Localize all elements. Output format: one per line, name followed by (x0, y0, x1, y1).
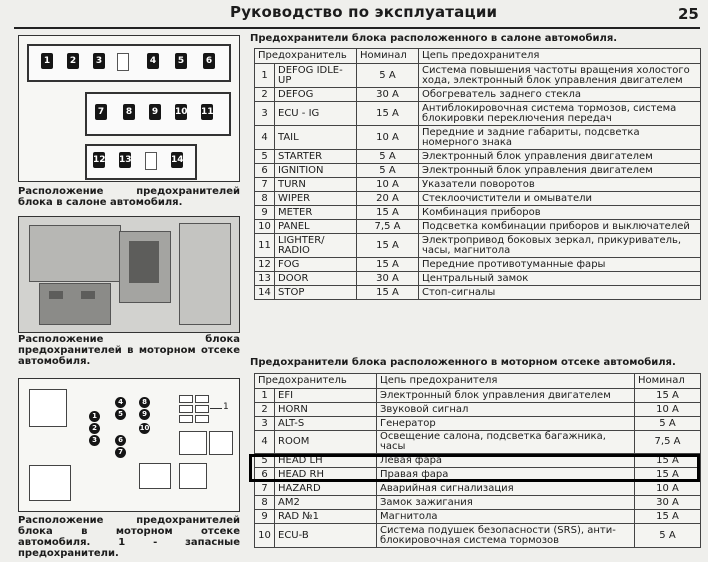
fuse-circuit: Генератор (377, 417, 635, 431)
fuse-code: AM2 (275, 496, 377, 510)
fuse-code: STARTER (275, 150, 357, 164)
table-row (255, 431, 701, 454)
fuse-circuit: Подсветка комбинации приборов и выключателей (419, 220, 701, 234)
fuse-index: 14 (255, 286, 275, 300)
column-header: Номинал (635, 374, 701, 389)
fuse-index: 1 (255, 389, 275, 403)
table-row (255, 510, 701, 524)
fuse-index: 7 (255, 482, 275, 496)
fuse-code: TAIL (275, 126, 357, 150)
fuse-index: 9 (255, 510, 275, 524)
fuse-code: PANEL (275, 220, 357, 234)
table-row (255, 389, 701, 403)
fuse-rating: 5 A (357, 164, 419, 178)
table-row (255, 164, 701, 178)
fuse-index: 6 (255, 468, 275, 482)
fuse-circuit: Правая фара (377, 468, 635, 482)
fuse-rating: 15 A (357, 258, 419, 272)
relay-box (139, 463, 171, 489)
fuse-circuit: Электронный блок управления двигателем (419, 164, 701, 178)
fuse-rating: 30 A (635, 496, 701, 510)
engine-figure-caption: Расположение блока предохранителей в моторном отсеке автомобиля. (18, 334, 240, 367)
fuse-circuit: Замок зажигания (377, 496, 635, 510)
column-header: Предохранитель (255, 374, 377, 389)
fuse-index: 3 (255, 102, 275, 126)
fuse-rating: 10 A (635, 482, 701, 496)
fuse-index: 1 (255, 64, 275, 88)
fuse-index: 7 (255, 178, 275, 192)
table-row (255, 234, 701, 258)
fuse-rating: 15 A (357, 286, 419, 300)
fuse-rating: 10 A (635, 403, 701, 417)
engine-bay-illustration (18, 216, 240, 333)
fuse-circuit: Антиблокировочная система тормозов, система блокировки переключения передач (419, 102, 701, 126)
fuse-rating: 15 A (357, 234, 419, 258)
fuse-code: ECU-B (275, 524, 377, 548)
spare-fuse (179, 415, 193, 423)
fuse-circuit: Передние противотуманные фары (419, 258, 701, 272)
fuse-code: DEFOG (275, 88, 357, 102)
fuse-index: 2 (255, 403, 275, 417)
fuse-circuit: Левая фара (377, 454, 635, 468)
fuse-marker: 10 (175, 104, 187, 120)
fuse-marker: 12 (93, 152, 105, 168)
fuse-code: ALT-S (275, 417, 377, 431)
fuse-marker: 3 (93, 53, 105, 69)
fuse-circuit: Комбинация приборов (419, 206, 701, 220)
fuse-index: 4 (255, 431, 275, 454)
fuse-circuit: Обогреватель заднего стекла (419, 88, 701, 102)
engine-fuse-table (254, 373, 701, 548)
cabin-figure-caption: Расположение предохранителей блока в салоне автомобиля. (18, 186, 240, 208)
fuse-rating: 10 A (357, 178, 419, 192)
fuse-code: STOP (275, 286, 357, 300)
cabin-fuse-diagram (18, 35, 240, 182)
fuse-index: 8 (255, 496, 275, 510)
header-divider (14, 27, 700, 29)
cabin-table-title: Предохранители блока расположенного в салоне автомобиля. (250, 33, 618, 44)
fuse-circuit: Система повышения частоты вращения холостого хода, электронный блок управления двигателем (419, 64, 701, 88)
spare-fuse-label: 1 (223, 402, 229, 412)
fuse-rating: 5 A (357, 150, 419, 164)
fuse-circuit: Освещение салона, подсветка багажника, часы (377, 431, 635, 454)
table-row (255, 88, 701, 102)
fuse-code: TURN (275, 178, 357, 192)
fuse-circuit: Звуковой сигнал (377, 403, 635, 417)
table-row (255, 468, 701, 482)
engine-cover (29, 225, 121, 282)
relay-box (29, 389, 67, 427)
column-header: Предохранитель (255, 49, 357, 64)
fuse-index: 6 (255, 164, 275, 178)
fuse-rating: 30 A (357, 88, 419, 102)
fuse-code: WIPER (275, 192, 357, 206)
relay-box (209, 431, 233, 455)
spare-fuse (179, 405, 193, 413)
relay-box (179, 463, 207, 489)
engine-block-caption: Расположение предохранителей блока в моторном отсеке автомобиля. 1 - запасные предохранители. (18, 515, 240, 559)
table-row (255, 150, 701, 164)
fuse-rating: 20 A (357, 192, 419, 206)
fuse-index: 5 (255, 454, 275, 468)
fuse-marker: 3 (89, 435, 100, 446)
table-header-row (255, 374, 701, 389)
spare-fuse (195, 395, 209, 403)
fuse-marker: 10 (139, 424, 150, 432)
fuse-marker: 8 (123, 104, 135, 120)
fuse-circuit: Магнитола (377, 510, 635, 524)
fuse-marker: 9 (149, 104, 161, 120)
fuse-rating: 5 A (635, 417, 701, 431)
fuse-index: 11 (255, 234, 275, 258)
fuse-code: IGNITION (275, 164, 357, 178)
table-row (255, 496, 701, 510)
spare-fuse (179, 395, 193, 403)
fuse-marker: 4 (147, 53, 159, 69)
table-row (255, 482, 701, 496)
fuse-row-top (27, 44, 231, 82)
fuse-code: ECU - IG (275, 102, 357, 126)
engine-table-title: Предохранители блока расположенного в моторном отсеке автомобиля. (250, 357, 676, 368)
fuse-rating: 5 A (635, 524, 701, 548)
cabin-fuse-table (254, 48, 701, 300)
fuse-rating: 10 A (357, 126, 419, 150)
fuse-rating: 30 A (357, 272, 419, 286)
page-number: 25 (678, 5, 699, 23)
page-title: Руководство по эксплуатации (230, 3, 498, 21)
table-row (255, 178, 701, 192)
table-row (255, 220, 701, 234)
table-row (255, 286, 701, 300)
spare-fuse (195, 415, 209, 423)
fuse-index: 2 (255, 88, 275, 102)
fuse-circuit: Электронный блок управления двигателем (377, 389, 635, 403)
relay-box (179, 431, 207, 455)
fuse-marker: 8 (139, 397, 150, 408)
fuse-marker: 14 (171, 152, 183, 168)
fuse-code: RAD №1 (275, 510, 377, 524)
fuse-code: HEAD RH (275, 468, 377, 482)
engine-fuse-diagram (18, 378, 240, 512)
fuse-marker: 6 (203, 53, 215, 69)
battery (39, 283, 111, 325)
fuse-marker: 5 (115, 409, 126, 420)
leader-line (210, 408, 222, 409)
fuse-index: 10 (255, 220, 275, 234)
fuse-circuit: Аварийная сигнализация (377, 482, 635, 496)
terminal (49, 291, 63, 299)
fuse-rating: 15 A (635, 468, 701, 482)
table-row (255, 417, 701, 431)
fuse-marker: 13 (119, 152, 131, 168)
fuse-circuit: Стоп-сигналы (419, 286, 701, 300)
empty-slot (145, 152, 157, 170)
fuse-index: 13 (255, 272, 275, 286)
fuse-index: 9 (255, 206, 275, 220)
fuse-marker: 2 (67, 53, 79, 69)
fuse-index: 10 (255, 524, 275, 548)
table-row (255, 102, 701, 126)
table-row (255, 192, 701, 206)
fuse-marker: 7 (95, 104, 107, 120)
table-row (255, 403, 701, 417)
fuse-circuit: Электропривод боковых зеркал, прикуриватель, часы, магнитола (419, 234, 701, 258)
fuse-index: 5 (255, 150, 275, 164)
fuse-marker: 5 (175, 53, 187, 69)
table-row (255, 258, 701, 272)
strut-tower (179, 223, 231, 325)
table-row (255, 206, 701, 220)
table-row (255, 126, 701, 150)
column-header: Цепь предохранителя (419, 49, 701, 64)
column-header: Цепь предохранителя (377, 374, 635, 389)
fuse-index: 12 (255, 258, 275, 272)
fuse-marker: 2 (89, 423, 100, 434)
fuse-code: HAZARD (275, 482, 377, 496)
table-row (255, 272, 701, 286)
fuse-marker: 11 (201, 104, 213, 120)
fuse-circuit: Стеклоочистители и омыватели (419, 192, 701, 206)
empty-slot (117, 53, 129, 71)
fuse-code: DOOR (275, 272, 357, 286)
fuse-marker: 6 (115, 435, 126, 446)
fuse-code: LIGHTER/ RADIO (275, 234, 357, 258)
table-row (255, 64, 701, 88)
fuse-code: ROOM (275, 431, 377, 454)
fuse-marker: 1 (41, 53, 53, 69)
fuse-index: 3 (255, 417, 275, 431)
fuse-index: 4 (255, 126, 275, 150)
fuse-circuit: Передние и задние габариты, подсветка номерного знака (419, 126, 701, 150)
fuse-circuit: Центральный замок (419, 272, 701, 286)
fuse-code: HEAD LH (275, 454, 377, 468)
table-row (255, 524, 701, 548)
fuse-rating: 15 A (635, 454, 701, 468)
table-row (255, 454, 701, 468)
fuse-rating: 7,5 A (357, 220, 419, 234)
fuse-code: METER (275, 206, 357, 220)
fuse-index: 8 (255, 192, 275, 206)
fuse-marker: 7 (115, 447, 126, 458)
fuse-code: EFI (275, 389, 377, 403)
fuse-marker: 4 (115, 397, 126, 408)
fuse-rating: 15 A (635, 389, 701, 403)
fuse-code: DEFOG IDLE-UP (275, 64, 357, 88)
column-header: Номинал (357, 49, 419, 64)
fuse-code: HORN (275, 403, 377, 417)
table-header-row (255, 49, 701, 64)
fuse-rating: 5 A (357, 64, 419, 88)
terminal (81, 291, 95, 299)
fuse-marker: 1 (89, 411, 100, 422)
fuse-circuit: Электронный блок управления двигателем (419, 150, 701, 164)
fuse-rating: 7,5 A (635, 431, 701, 454)
fuse-box-lid (129, 241, 159, 283)
relay-box (29, 465, 71, 501)
fuse-rating: 15 A (357, 102, 419, 126)
spare-fuse (195, 405, 209, 413)
fuse-circuit: Указатели поворотов (419, 178, 701, 192)
fuse-marker: 9 (139, 409, 150, 420)
fuse-code: FOG (275, 258, 357, 272)
fuse-rating: 15 A (635, 510, 701, 524)
fuse-rating: 15 A (357, 206, 419, 220)
fuse-circuit: Система подушек безопасности (SRS), анти-блокировочная система тормозов (377, 524, 635, 548)
